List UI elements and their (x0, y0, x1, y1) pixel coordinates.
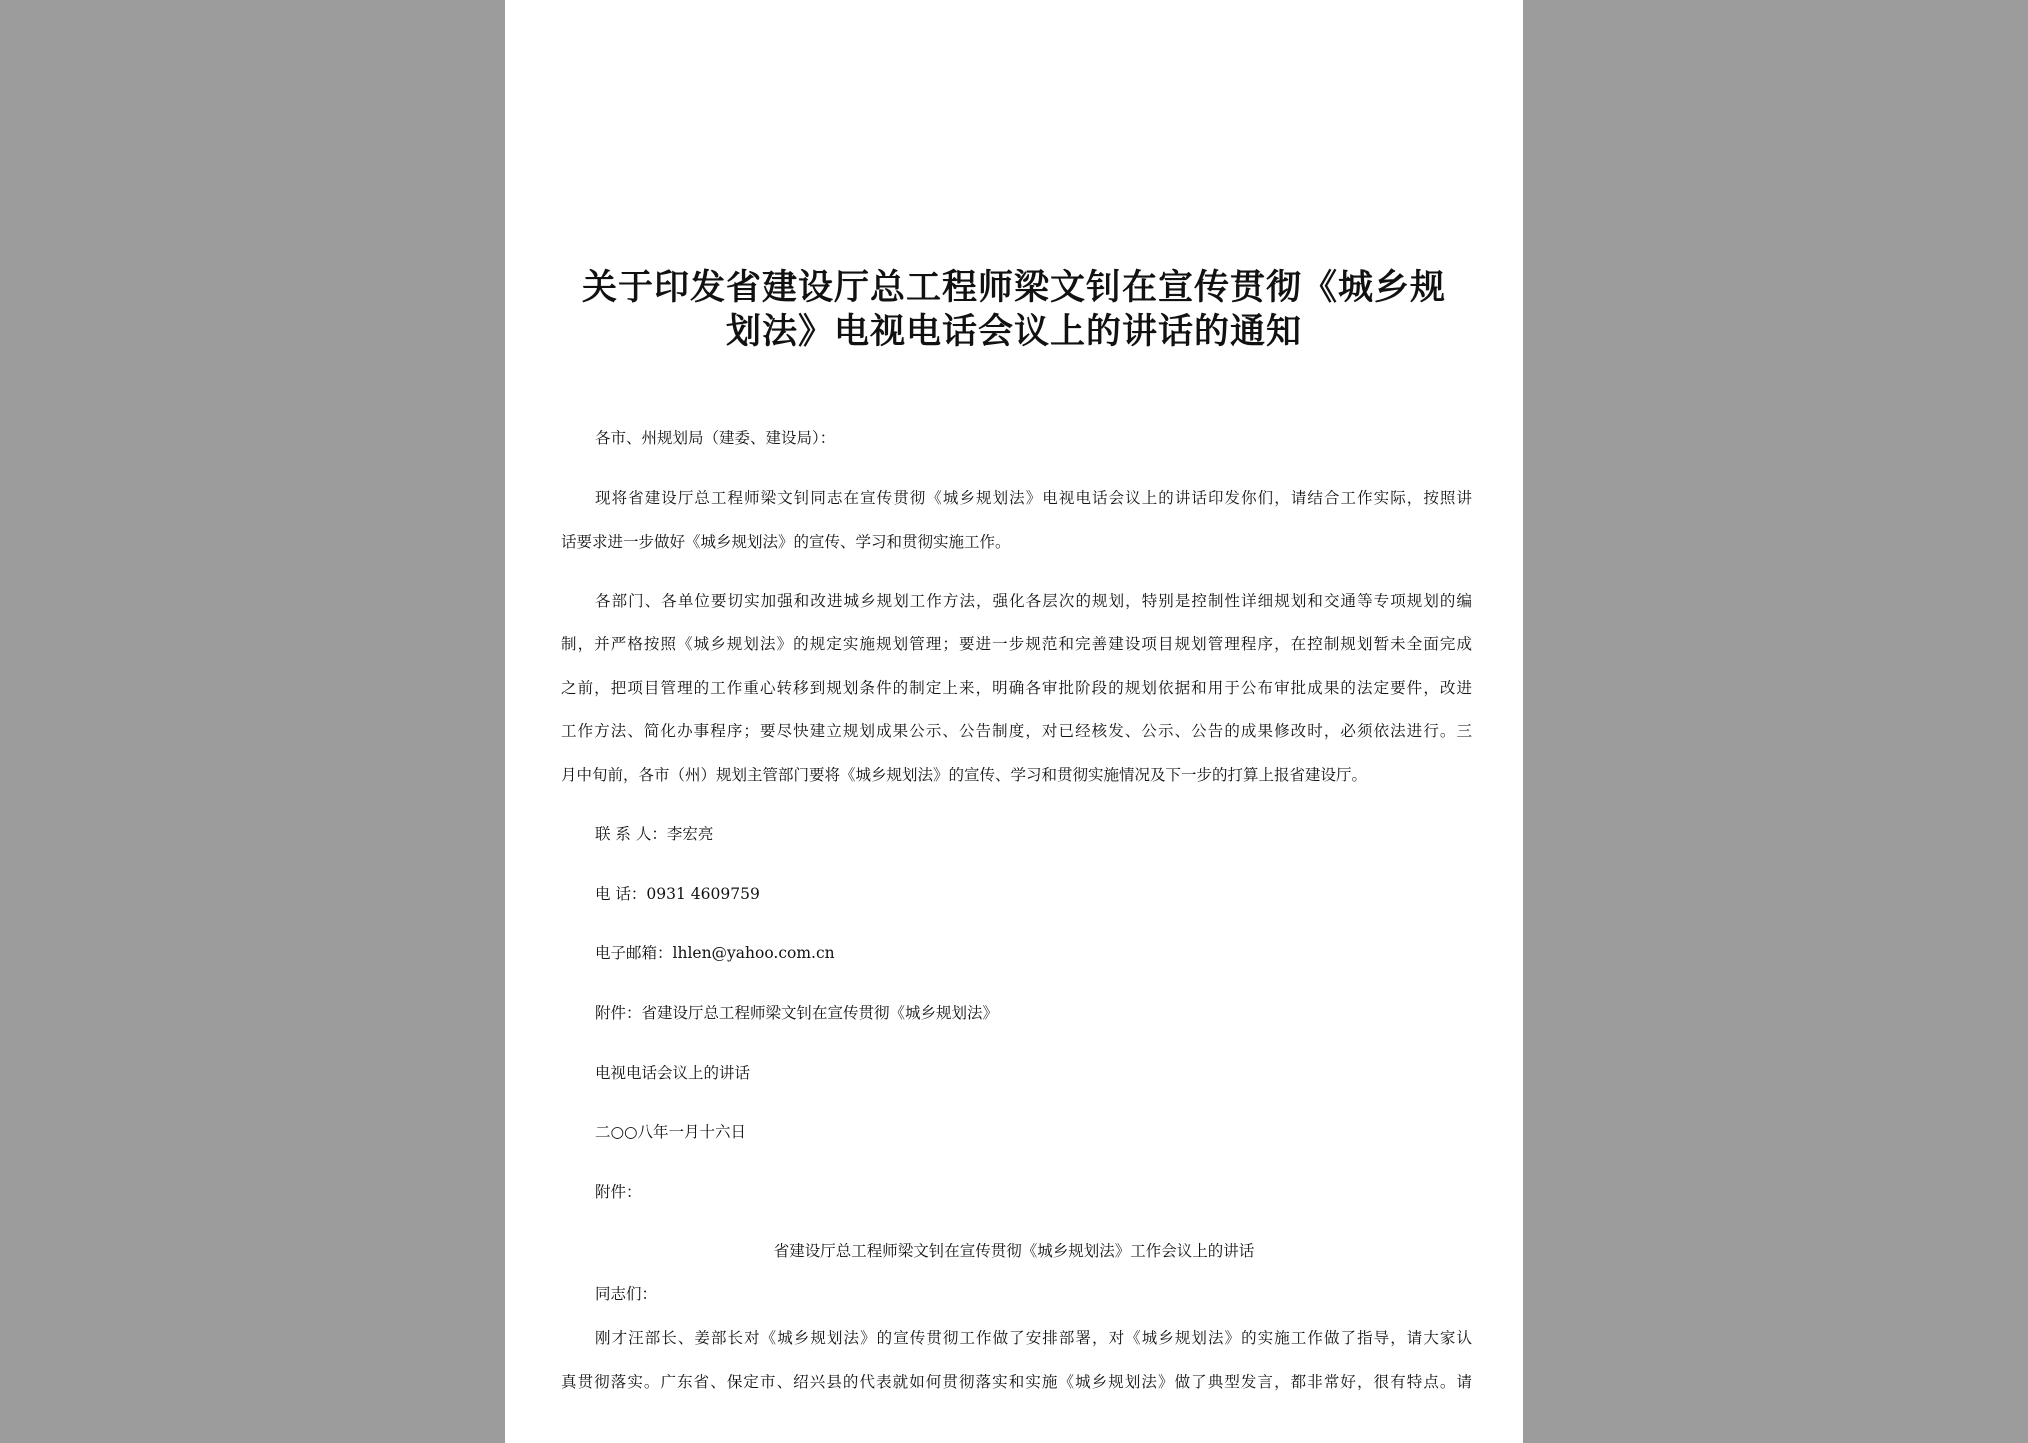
contact-person: 联 系 人：李宏亮 (595, 825, 714, 843)
salutation: 各市、州规划局（建委、建设局）： (595, 429, 836, 447)
attachment-line-2: 电视电话会议上的讲话 (595, 1064, 751, 1082)
speech-paragraph-line-2: 真贯彻落实。广东省、保定市、绍兴县的代表就如何贯彻落实和实施《城乡规划法》做了典型发言，都非常好，很有特点。请 (561, 1373, 1472, 1391)
attachment-label: 附件： (595, 1183, 642, 1201)
paragraph-2-line-3: 之前，把项目管理的工作重心转移到规划条件的制定上来，明确各审批阶段的规划依据和用于公布审批成果的法定要件，改进 (561, 679, 1472, 697)
paragraph-1-line-1: 现将省建设厅总工程师梁文钊同志在宣传贯彻《城乡规划法》电视电话会议上的讲话印发你们，请结合工作实际，按照讲 (595, 489, 1472, 507)
speech-title: 省建设厅总工程师梁文钊在宣传贯彻《城乡规划法》工作会议上的讲话 (773, 1242, 1255, 1260)
speech-greeting: 同志们： (595, 1285, 658, 1303)
document-title-line-1: 关于印发省建设厅总工程师梁文钊在宣传贯彻《城乡规 (581, 267, 1446, 308)
document-date: 二○○八年一月十六日 (595, 1123, 747, 1141)
attachment-line-1: 附件：省建设厅总工程师梁文钊在宣传贯彻《城乡规划法》 (595, 1004, 999, 1022)
paragraph-2-line-2: 制，并严格按照《城乡规划法》的规定实施规划管理；要进一步规范和完善建设项目规划管理程序，在控制规划暂未全面完成 (561, 635, 1472, 653)
paragraph-2-line-5: 月中旬前，各市（州）规划主管部门要将《城乡规划法》的宣传、学习和贯彻实施情况及下一步的打算上报省建设厅。 (561, 766, 1368, 784)
speech-paragraph-line-1: 刚才汪部长、姜部长对《城乡规划法》的宣传贯彻工作做了安排部署，对《城乡规划法》的实施工作做了指导，请大家认 (595, 1329, 1472, 1347)
document-page (505, 0, 1523, 1443)
paragraph-2-line-4: 工作方法、简化办事程序；要尽快建立规划成果公示、公告制度，对已经核发、公示、公告的成果修改时，必须依法进行。三 (561, 722, 1472, 740)
document-title-line-2: 划法》电视电话会议上的讲话的通知 (725, 311, 1302, 352)
contact-phone: 电 话：0931 4609759 (595, 885, 760, 903)
paragraph-2-line-1: 各部门、各单位要切实加强和改进城乡规划工作方法，强化各层次的规划，特别是控制性详细规划和交通等专项规划的编 (595, 592, 1472, 610)
contact-email: 电子邮箱：lhlen@yahoo.com.cn (595, 944, 835, 962)
paragraph-1-line-2: 话要求进一步做好《城乡规划法》的宣传、学习和贯彻实施工作。 (561, 533, 1011, 551)
